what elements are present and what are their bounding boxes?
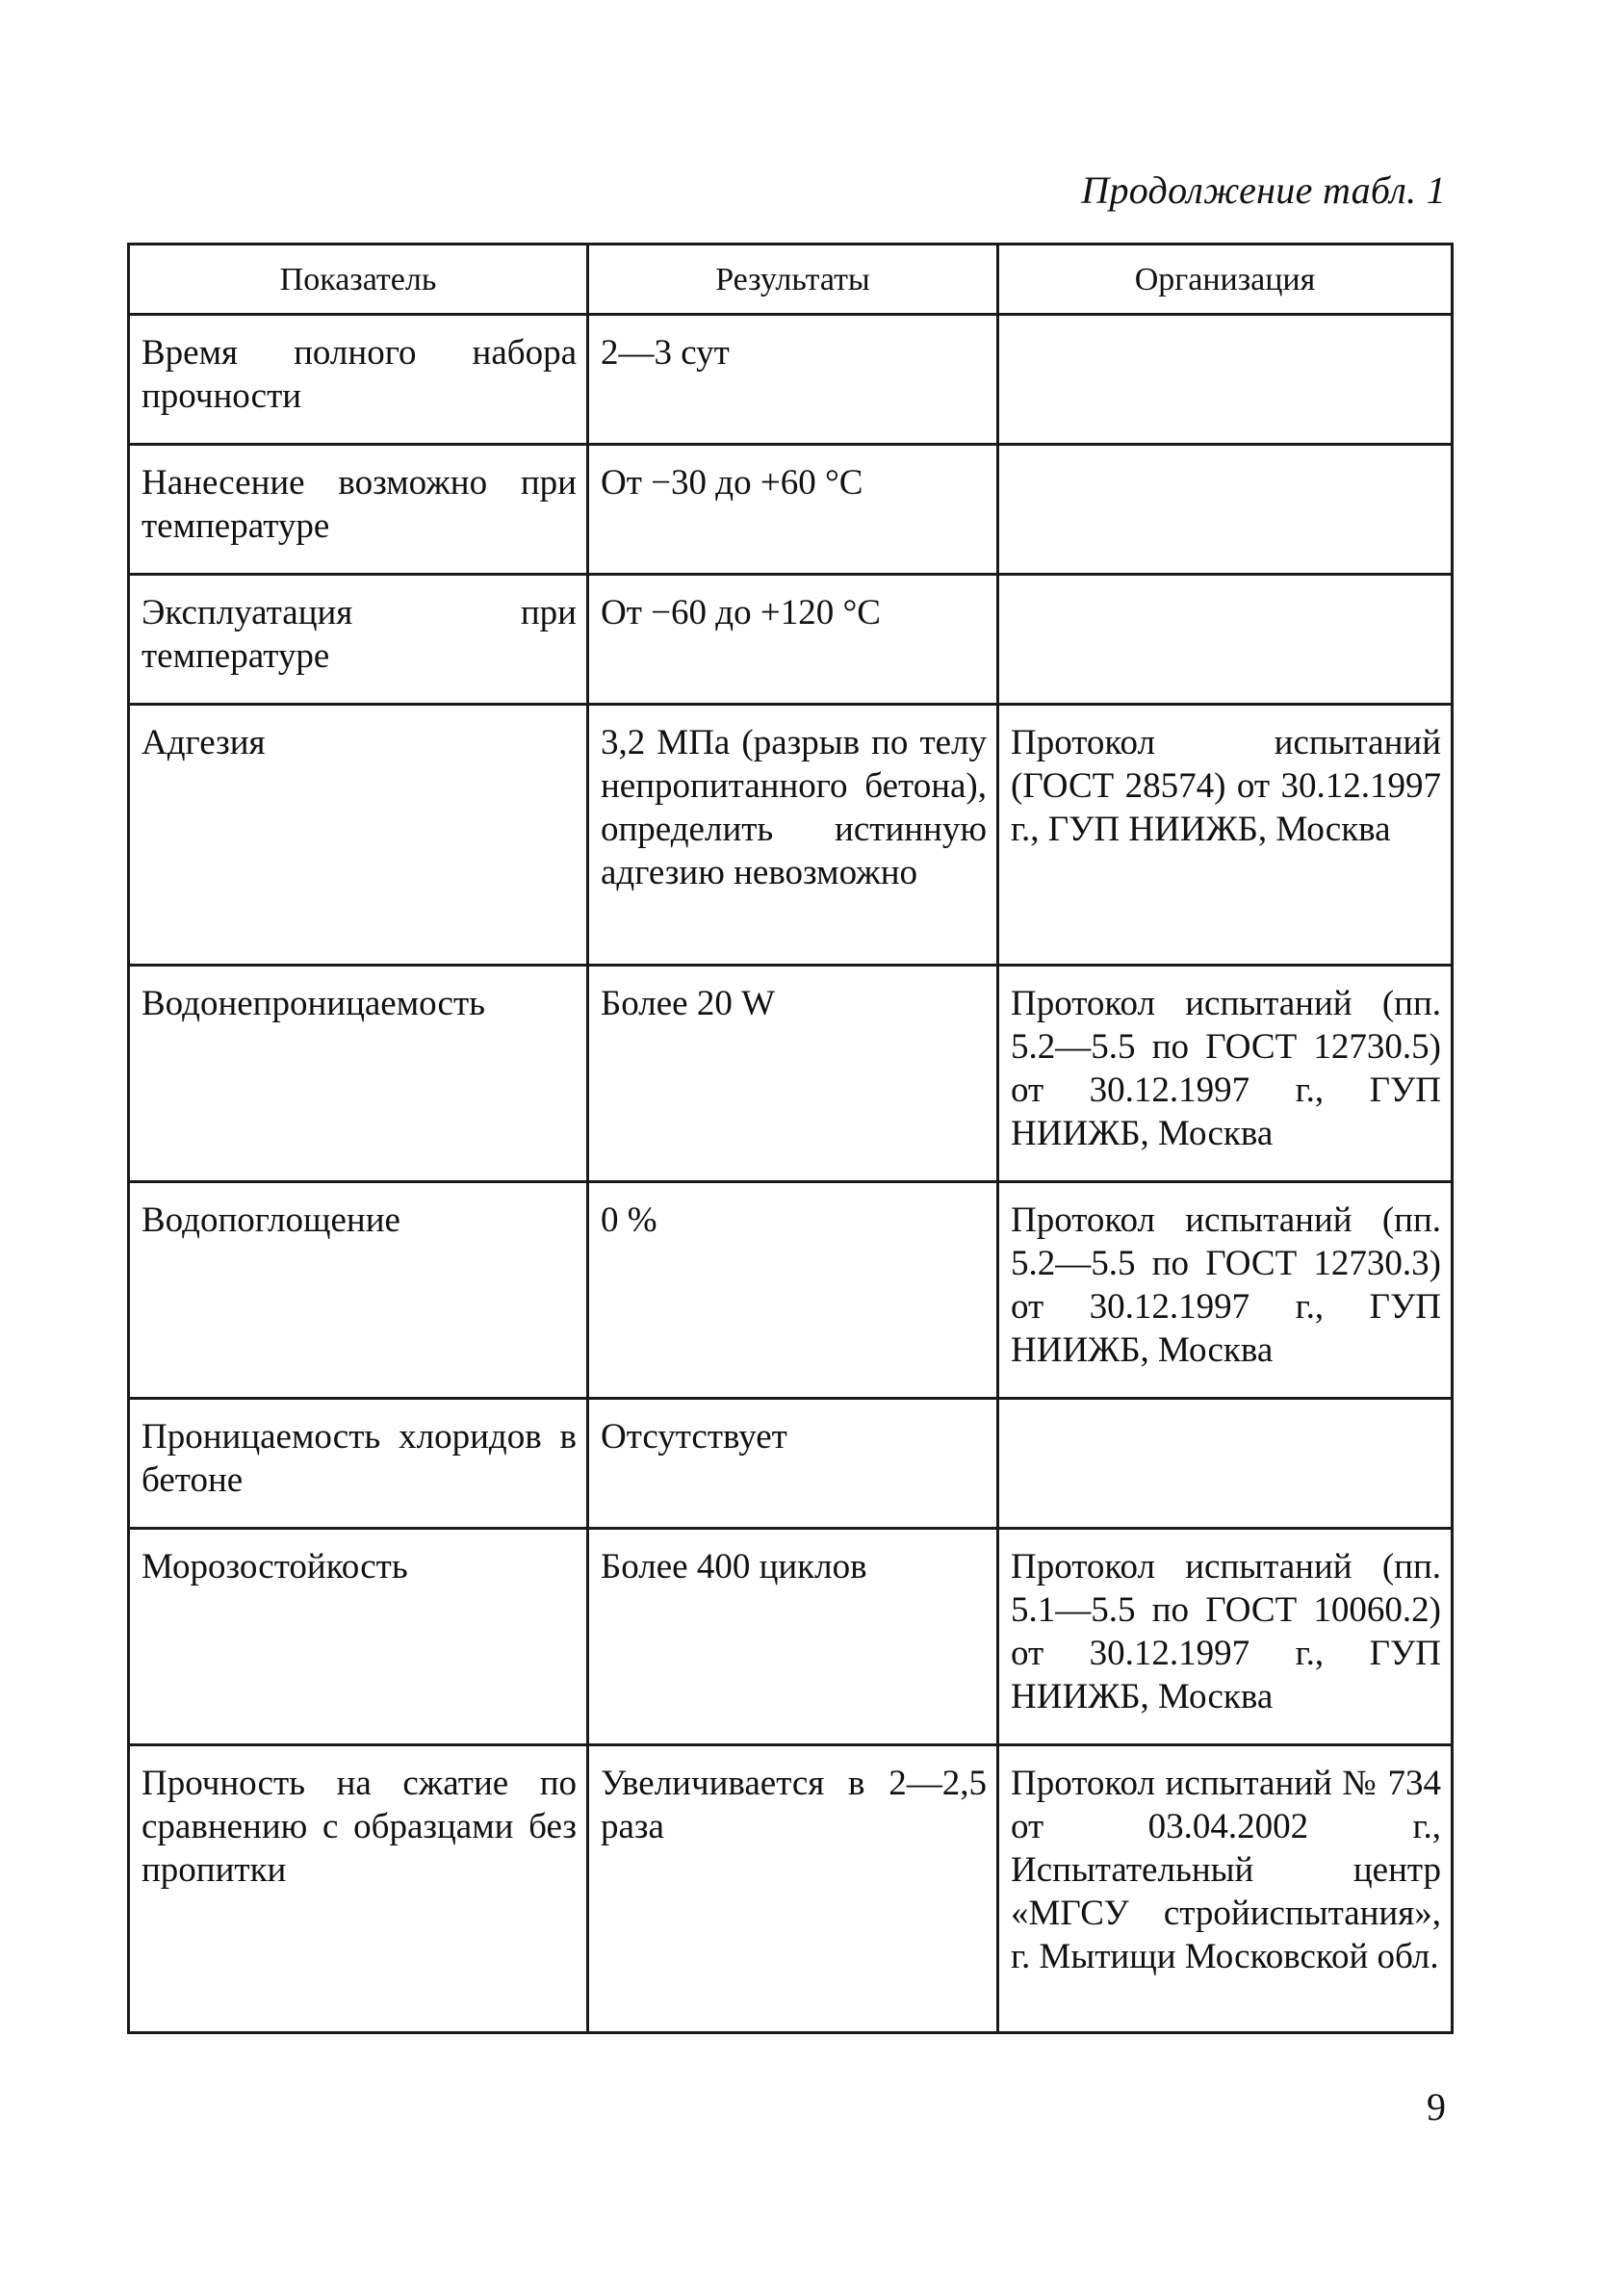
table-row xyxy=(129,1399,1453,1529)
page-number: 9 xyxy=(1427,2085,1446,2128)
table-row xyxy=(129,575,1453,705)
cell-indicator: Эксплуатация при температуре xyxy=(129,575,588,705)
table-row xyxy=(129,1745,1453,2033)
cell-indicator: Водопоглощение xyxy=(129,1182,588,1399)
cell-organization xyxy=(998,1399,1453,1529)
table-row xyxy=(129,966,1453,1182)
properties-table xyxy=(127,243,1454,2034)
table-row xyxy=(129,1182,1453,1399)
cell-indicator: Морозостойкость xyxy=(129,1529,588,1745)
cell-result: Более 20 W xyxy=(588,966,998,1182)
cell-result: От −30 до +60 °С xyxy=(588,445,998,575)
table-header-row xyxy=(129,245,1453,315)
cell-indicator: Нанесение возможно при температуре xyxy=(129,445,588,575)
cell-organization: Протокол испытаний (пп. 5.2—5.5 по ГОСТ 12730.5) от 30.12.1997 г., ГУП НИИЖБ, Москва xyxy=(998,966,1453,1182)
cell-organization: Протокол испытаний (пп. 5.2—5.5 по ГОСТ 12730.3) от 30.12.1997 г., ГУП НИИЖБ, Москва xyxy=(998,1182,1453,1399)
header-organization: Организация xyxy=(998,245,1453,315)
cell-organization: Протокол испытаний (пп. 5.1—5.5 по ГОСТ 10060.2) от 30.12.1997 г., ГУП НИИЖБ, Москва xyxy=(998,1529,1453,1745)
cell-organization xyxy=(998,575,1453,705)
table-row xyxy=(129,445,1453,575)
table-row xyxy=(129,705,1453,966)
cell-indicator: Проницаемость хлоридов в бетоне xyxy=(129,1399,588,1529)
cell-result: 2—3 сут xyxy=(588,315,998,445)
cell-result: Увеличивается в 2—2,5 раза xyxy=(588,1745,998,2033)
table-caption: Продолжение табл. 1 xyxy=(1081,168,1446,212)
cell-indicator: Адгезия xyxy=(129,705,588,966)
cell-organization xyxy=(998,315,1453,445)
header-results: Результаты xyxy=(588,245,998,315)
cell-result: От −60 до +120 °С xyxy=(588,575,998,705)
cell-indicator: Прочность на сжатие по сравнению с образцами без пропитки xyxy=(129,1745,588,2033)
cell-organization xyxy=(998,445,1453,575)
table-row xyxy=(129,1529,1453,1745)
cell-organization: Протокол испытаний № 734 от 03.04.2002 г., Испытательный центр «МГСУ стройиспытания», г. Мытищи Московской обл. xyxy=(998,1745,1453,2033)
cell-result: 0 % xyxy=(588,1182,998,1399)
cell-indicator: Водонепроницаемость xyxy=(129,966,588,1182)
cell-indicator: Время полного набора прочности xyxy=(129,315,588,445)
table-row xyxy=(129,315,1453,445)
header-indicator: Показатель xyxy=(129,245,588,315)
cell-organization: Протокол испытаний (ГОСТ 28574) от 30.12.1997 г., ГУП НИИЖБ, Москва xyxy=(998,705,1453,966)
cell-result: 3,2 МПа (разрыв по телу непропитанного бетона), определить истинную адгезию невозможно xyxy=(588,705,998,966)
cell-result: Более 400 циклов xyxy=(588,1529,998,1745)
cell-result: Отсутствует xyxy=(588,1399,998,1529)
